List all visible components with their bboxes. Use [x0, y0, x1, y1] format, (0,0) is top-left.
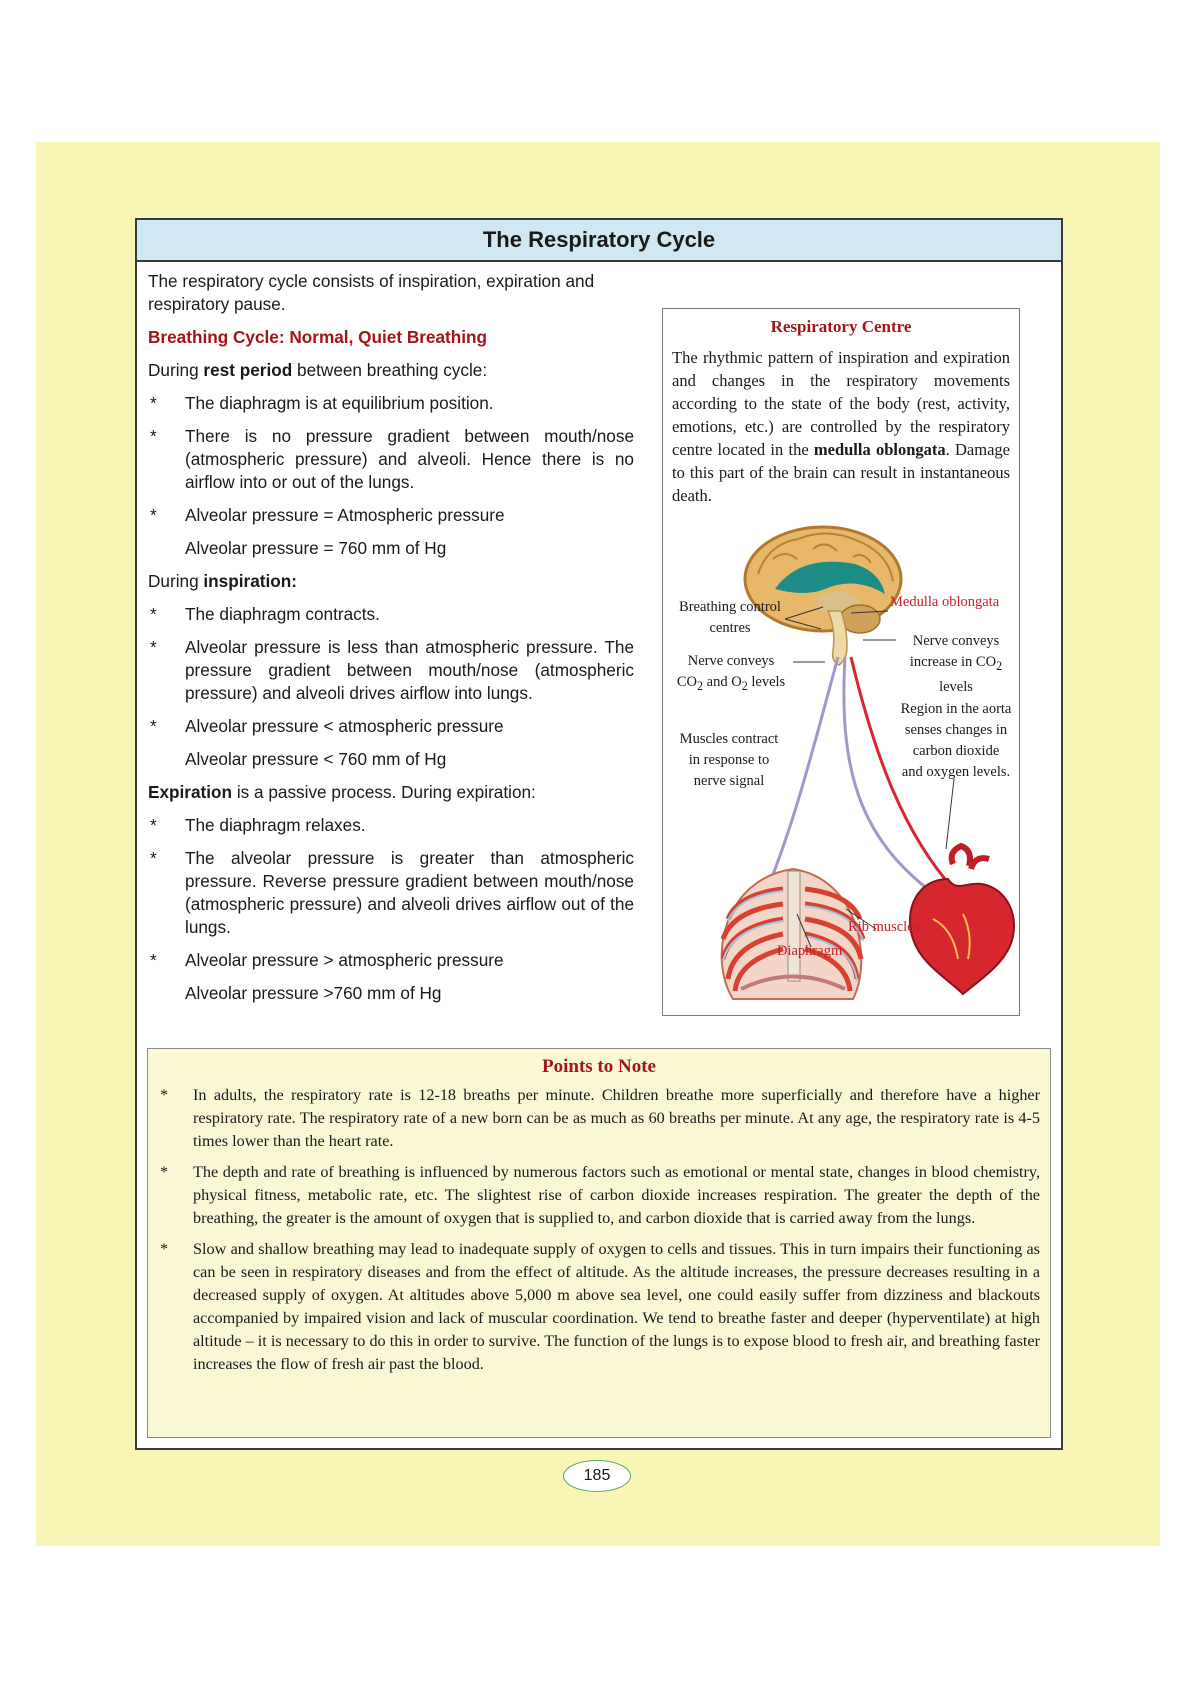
- label-text: carbon dioxide: [912, 743, 1000, 759]
- label-text: levels: [751, 674, 786, 690]
- rc-text-pre: The rhythmic pattern of inspiration and expiration and changes in the respiratory movements according to the state of the body (rest, activity, emotions, etc.) are controlled by the respiratory centre located in the: [672, 348, 1010, 459]
- formula-line: Alveolar pressure < 760 mm of Hg: [185, 749, 447, 769]
- list-item: [148, 1084, 1040, 1153]
- rib-cage-illustration: [722, 869, 863, 999]
- bullet-star: *: [160, 1086, 169, 1104]
- list-item: [148, 1238, 1040, 1376]
- list-item-text: The depth and rate of breathing is influenced by numerous factors such as emotional or mental state, changes in blood chemistry, physical fitness, metabolic rate, etc. The slightest rise of carbon dioxide increases respiration. The greater the depth of the breathing, the greater is the amount of oxygen that is supplied to, and carbon dioxide that is carried away from the lungs.: [193, 1163, 1040, 1227]
- label-text: Nerve conveys: [687, 653, 775, 669]
- respiratory-cycle-panel: [135, 218, 1063, 1450]
- list-item-text: The diaphragm relaxes.: [185, 815, 366, 835]
- points-to-note-title: Points to Note: [542, 1056, 656, 1077]
- respiratory-centre-box: [662, 308, 1020, 1016]
- respiratory-centre-text: [672, 346, 1010, 507]
- rest-lead-pre: During: [148, 360, 204, 380]
- rest-lead-bold: rest period: [203, 360, 293, 380]
- subscript: 2: [741, 678, 748, 693]
- left-column: [148, 270, 634, 1015]
- list-item: [148, 603, 634, 626]
- list-item-text: Alveolar pressure = Atmospheric pressure: [185, 505, 505, 525]
- label-text: and oxygen levels.: [901, 764, 1011, 780]
- label-text: Muscles contract: [679, 731, 779, 747]
- bullet-star: *: [150, 950, 157, 970]
- respiratory-centre-title: Respiratory Centre: [770, 317, 912, 336]
- list-item-text: Alveolar pressure < atmospheric pressure: [185, 716, 504, 736]
- aorta-region-label: [897, 699, 1015, 783]
- label-text: Region in the aorta: [900, 701, 1012, 717]
- bullet-star: *: [150, 637, 157, 657]
- rc-text-post: . Damage to this part of the brain can result in instantaneous death.: [672, 440, 1010, 505]
- label-text: senses changes in: [904, 722, 1008, 738]
- medulla-oblongata-label: Medulla oblongata: [890, 594, 1000, 610]
- list-item-text: The diaphragm contracts.: [185, 604, 380, 624]
- list-item: [148, 425, 634, 494]
- intro-text: The respiratory cycle consists of inspiration, expiration and respiratory pause.: [148, 271, 595, 314]
- label-text: Nerve conveys: [912, 633, 1000, 649]
- subheading: Breathing Cycle: Normal, Quiet Breathing: [148, 327, 488, 347]
- list-item-text: The diaphragm is at equilibrium position.: [185, 393, 494, 413]
- list-item-text: Alveolar pressure is less than atmospheric pressure. The pressure gradient between mouth/nose (atmospheric pressure) and alveoli drives airflow into lungs.: [185, 637, 634, 703]
- points-to-note-box: [147, 1048, 1051, 1438]
- list-item: [148, 1161, 1040, 1230]
- bullet-star: *: [150, 505, 157, 525]
- nerve-co2-increase-label: [898, 631, 1014, 698]
- list-item: [148, 715, 634, 738]
- rest-lead: [148, 359, 634, 382]
- inspiration-lead: [148, 570, 634, 593]
- bullet-star: *: [160, 1163, 169, 1181]
- label-text: and O: [706, 674, 742, 690]
- label-text: levels: [939, 678, 973, 695]
- bullet-star: *: [150, 848, 157, 868]
- bullet-star: *: [160, 1240, 169, 1258]
- page-number: 185: [563, 1460, 631, 1492]
- list-item-text: The alveolar pressure is greater than atmospheric pressure. Reverse pressure gradient between mouth/nose (atmospheric pressure) and alveoli drives airflow out of the lungs.: [185, 848, 634, 937]
- expiration-lead-post: is a passive process. During expiration:: [232, 782, 536, 802]
- rest-lead-post: between breathing cycle:: [292, 360, 488, 380]
- breathing-control-label: [671, 597, 789, 639]
- label-text: centres: [709, 620, 751, 636]
- label-text: increase in CO: [909, 654, 997, 670]
- diaphragm-label: Diaphragm: [777, 943, 843, 959]
- subscript: 2: [696, 678, 704, 693]
- list-item: [148, 814, 634, 837]
- label-text: Breathing control: [679, 599, 781, 615]
- rc-text-bold: medulla oblongata: [813, 440, 946, 459]
- formula-line: Alveolar pressure = 760 mm of Hg: [185, 538, 447, 558]
- page-title: The Respiratory Cycle: [137, 220, 1061, 262]
- inspiration-lead-bold: inspiration:: [203, 571, 297, 591]
- list-item-text: There is no pressure gradient between mouth/nose (atmospheric pressure) and alveoli. Hence there is no airflow into or out of the lungs.: [185, 426, 634, 492]
- subscript: 2: [996, 658, 1003, 673]
- bullet-star: *: [150, 604, 157, 624]
- list-item: [148, 636, 634, 705]
- respiratory-diagram: [663, 519, 1019, 1015]
- muscles-contract-label: [671, 729, 787, 792]
- formula-line: Alveolar pressure >760 mm of Hg: [185, 983, 442, 1003]
- list-item-text: Slow and shallow breathing may lead to inadequate supply of oxygen to cells and tissues. This in turn impairs their functioning as can be seen in respiratory diseases and from the effect of altitude. As the altitude increases, the pressure decreases resulting in a decreased supply of oxygen. At altitudes above 5,000 m above sea level, one could easily suffer from dizziness and blackouts accompanied by impaired vision and lack of muscular coordination. We tend to breathe faster and deeper (hyperventilate) at high altitude – it is necessary to do this in order to survive. The function of the lungs is to expose blood to fresh air, and breathing faster increases the flow of fresh air past the blood.: [193, 1240, 1040, 1373]
- list-item: [148, 392, 634, 415]
- label-text: in response to: [688, 752, 770, 768]
- list-item: [148, 949, 634, 972]
- bullet-star: *: [150, 815, 157, 835]
- list-item: [148, 847, 634, 939]
- heart-illustration: [910, 846, 1014, 994]
- bullet-star: *: [150, 393, 157, 413]
- bullet-star: *: [150, 716, 157, 736]
- bullet-star: *: [150, 426, 157, 446]
- inspiration-lead-pre: During: [148, 571, 204, 591]
- expiration-lead: [148, 781, 634, 804]
- rib-muscles-label: Rib muscles: [848, 919, 920, 935]
- label-text: CO: [676, 674, 697, 690]
- list-item-text: In adults, the respiratory rate is 12-18 breaths per minute. Children breathe more superficially and therefore have a higher respiratory rate. The respiratory rate of a new born can be as much as 60 breaths per minute. At any age, the respiratory rate is 4-5 times lower than the heart rate.: [193, 1086, 1040, 1150]
- list-item-text: Alveolar pressure > atmospheric pressure: [185, 950, 504, 970]
- expiration-lead-bold: Expiration: [148, 782, 233, 802]
- brain-illustration: [745, 527, 901, 665]
- list-item: [148, 504, 634, 527]
- nerve-levels-label: [671, 651, 791, 697]
- label-text: nerve signal: [693, 773, 765, 789]
